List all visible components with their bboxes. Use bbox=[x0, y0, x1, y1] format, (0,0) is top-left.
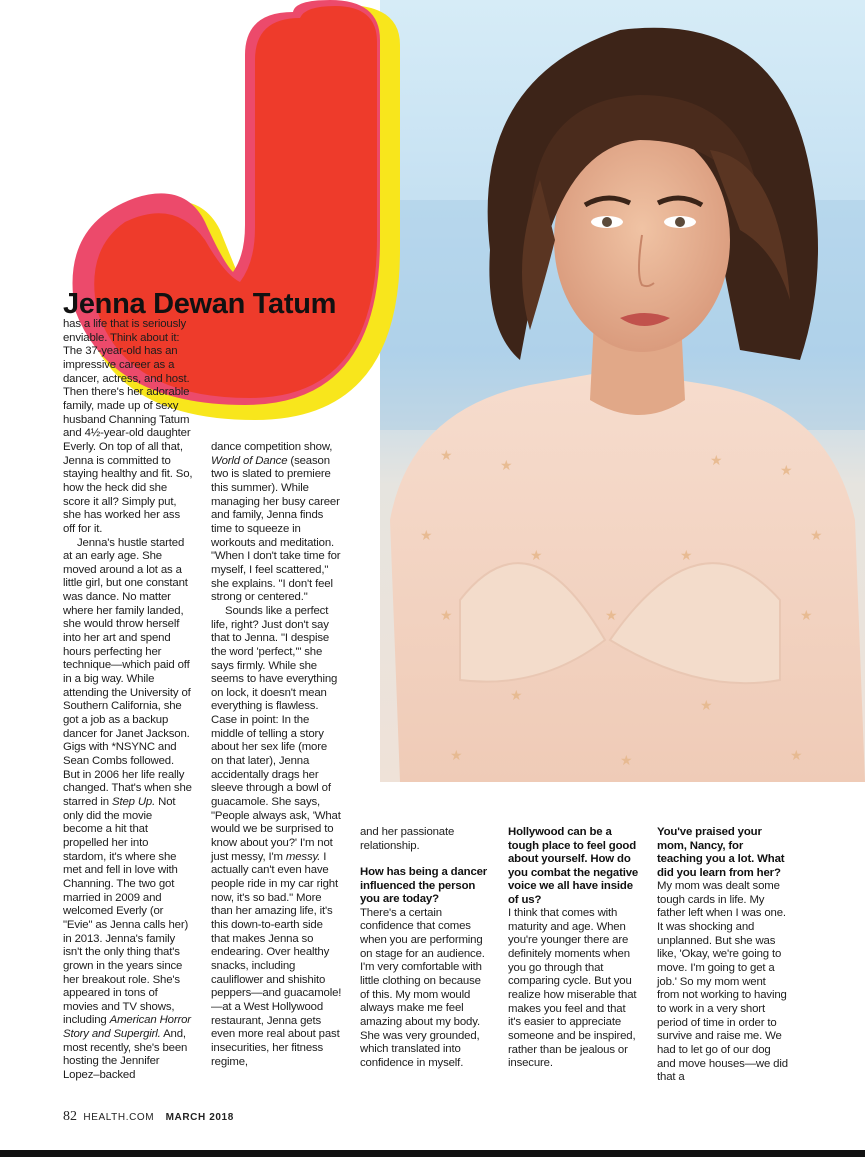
svg-text:★: ★ bbox=[440, 448, 453, 464]
interview-answer: My mom was dealt some tough cards in life. My father left when I was one. It was shocking and unplanned. But she was like, 'Okay, we're going to move. I'm going to get a job.' So my mom went from not working to having to work in a very short period of time in order to survive and raise me. We had to let go of our dog and move houses—we did that a bbox=[657, 880, 788, 1084]
svg-text:★: ★ bbox=[780, 463, 793, 479]
interview-question: How has being a dancer influenced the person you are today? bbox=[360, 866, 488, 906]
svg-text:★: ★ bbox=[450, 748, 463, 764]
page-footer bbox=[63, 1109, 234, 1125]
svg-text:★: ★ bbox=[500, 458, 513, 474]
article-column-3 bbox=[360, 826, 492, 1071]
svg-text:★: ★ bbox=[700, 698, 713, 714]
body-paragraph: Jenna's hustle started at an early age. She moved around a lot as a little girl, but one constant was dance. No matter where her family landed, she would throw herself into her art and spend hours perfecting her technique—which paid off in a big way. While attending the University of Southern California, she got a job as a backup dancer for Janet Jackson. Gigs with *NSYNC and Sean Combs followed. But in 2006 her life really changed. That's when she starred in Step Up. Not only did the movie become a hit that propelled her into stardom, it's where she met and fell in love with Channing. The two got married in 2009 and welcomed Everly (or "Evie" as Jenna calls her) in 2013. Jenna's family isn't the only thing that's grown in the years since her breakout role. She's appeared in tons of movies and TV shows, including American Horror Story and Supergirl. And, most recently, she's been hosting the Jennifer Lopez–backed bbox=[63, 536, 192, 1082]
interview-question: You've praised your mom, Nancy, for teaching you a lot. What did you learn from her? bbox=[657, 826, 785, 879]
article-column-5 bbox=[657, 826, 790, 1085]
body-paragraph: Sounds like a perfect life, right? Just don't say that to Jenna. "I despise the word 'perfect,'" she says firmly. While she seems to have everything on lock, it doesn't mean everything is flawless. Case in point: In the middle of telling a story about her sex life (more on that later), Jenna accidentally drags her sleeve through a bowl of guacamole. She says, "People always ask, 'What would we be surprised to know about you?' I'm not just messy, I'm messy. I actually can't even have people ride in my car right now, it's so bad." More than her amazing life, it's this down-to-earth side that makes Jenna so endearing. Over healthy snacks, including cauliflower and shishito peppers—and guacamole!—at a West Hollywood restaurant, Jenna gets even more real about past insecurities, her fitness regime, bbox=[211, 604, 342, 1068]
footer-issue: MARCH 2018 bbox=[165, 1112, 234, 1123]
body-paragraph: dance competition show, World of Dance (season two is slated to premiere this summer). While managing her busy career and family, Jenna finds time to squeeze in workouts and meditation. "When I don't take time for myself, I feel scattered," she explains. "I don't feel strong or centered." bbox=[211, 441, 341, 604]
svg-text:★: ★ bbox=[530, 548, 543, 564]
svg-text:★: ★ bbox=[810, 528, 823, 544]
interview-answer: I think that comes with maturity and age. When you're younger there are definitely moments when you go through that comparing cycle. But you realize how miserable that makes you feel and that it's easier to appreciate someone and be inspired, rather than be jealous or insecure. bbox=[508, 907, 637, 1070]
interview-answer: There's a certain confidence that comes when you are performing on stage for an audience. I'm very comfortable with little clothing on because of this. My mom would always make me feel amazing about my body. She was very grounded, which translated into confidence in myself. bbox=[360, 906, 485, 1070]
article-column-4 bbox=[508, 826, 641, 1071]
portrait-illustration bbox=[380, 0, 865, 782]
intro-paragraph: has a life that is seriously enviable. Think about it: The 37-year-old has an impressive career as a dancer, actress, and host. Then there's her adorable family, made up of sexy husband Channing Tatum and 4½-year-old daughter Everly. On top of all that, Jenna is committed to staying healthy and fit. So, how the heck did she score it all? Simply put, she has worked her ass off for it. bbox=[63, 318, 193, 535]
svg-text:★: ★ bbox=[710, 453, 723, 469]
page-number: 82 bbox=[63, 1109, 77, 1124]
svg-text:★: ★ bbox=[800, 608, 813, 624]
svg-text:★: ★ bbox=[605, 608, 618, 624]
svg-text:★: ★ bbox=[420, 528, 433, 544]
bottom-divider bbox=[0, 1150, 865, 1157]
svg-text:★: ★ bbox=[620, 753, 633, 769]
interview-question: Hollywood can be a tough place to feel good about yourself. How do you combat the negative voice we all have inside of us? bbox=[508, 826, 639, 906]
cover-photo bbox=[380, 0, 865, 782]
svg-text:★: ★ bbox=[790, 748, 803, 764]
article-column-1 bbox=[63, 318, 193, 1083]
footer-site: HEALTH.COM bbox=[83, 1112, 155, 1123]
svg-text:★: ★ bbox=[440, 608, 453, 624]
svg-text:★: ★ bbox=[680, 548, 693, 564]
article-column-2 bbox=[211, 441, 342, 1069]
article-headline: Jenna Dewan Tatum bbox=[63, 288, 337, 320]
svg-text:★: ★ bbox=[510, 688, 523, 704]
body-paragraph: and her passionate relationship. bbox=[360, 826, 455, 852]
